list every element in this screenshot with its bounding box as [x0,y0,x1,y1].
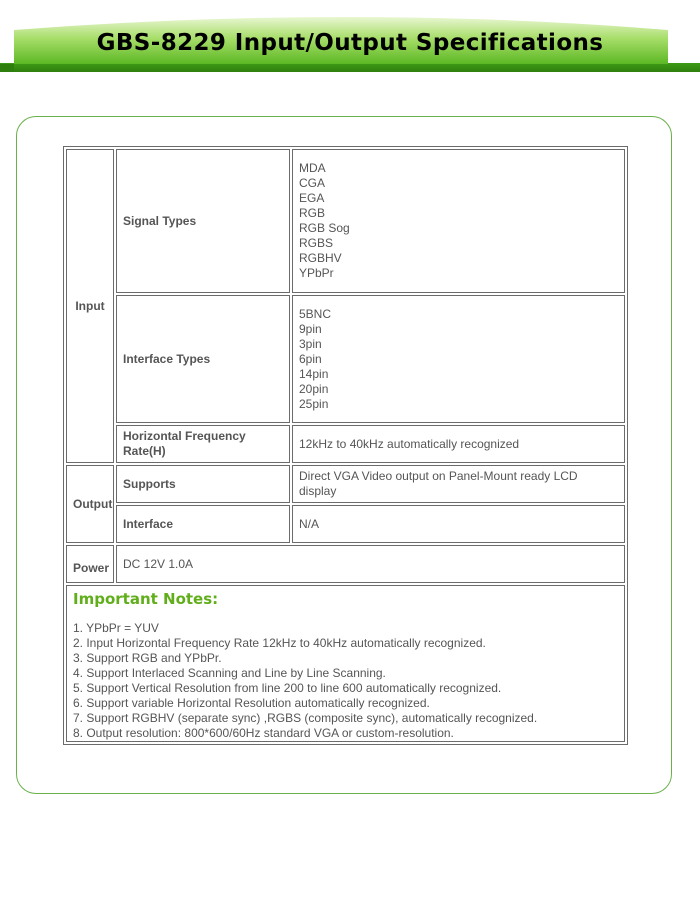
table-row [66,425,625,463]
list-item: 5. Support Vertical Resolution from line 200 to line 600 automatically recognized. [73,681,502,695]
list-item: 3. Support RGB and YPbPr. [73,651,222,665]
list-item: 9pin [299,321,322,336]
table-row [66,149,625,293]
horizontal-frequency-value: 12kHz to 40kHz automatically recognized [292,425,625,463]
interface-types-list [292,295,625,423]
supports-value: Direct VGA Video output on Panel-Mount ready LCD display [292,465,625,503]
list-item: 5BNC [299,306,332,321]
label-interface-types: Interface Types [116,295,290,423]
list-item: 14pin [299,366,329,381]
list-item: MDA [299,161,326,175]
table-row [66,295,625,423]
table-row [66,545,625,583]
category-input: Input [66,149,114,463]
list-item: RGB [299,206,326,220]
list-item: EGA [299,191,325,205]
list-item: YPbPr [299,266,334,280]
list-item: CGA [299,176,326,190]
page-title: GBS-8229 Input/Output Specifications [96,30,604,56]
list-item: 20pin [299,381,329,396]
category-power: Power [66,545,114,583]
label-interface: Interface [116,505,290,543]
list-item: 2. Input Horizontal Frequency Rate 12kHz to 40kHz automatically recognized. [73,636,486,650]
notes-cell [66,585,625,742]
category-output: Output [66,465,114,543]
label-supports: Supports [116,465,290,503]
list-item: 6. Support variable Horizontal Resolution automatically recognized. [73,696,430,710]
list-item: RGBHV [299,251,342,265]
list-item: 8. Output resolution: 800*600/60Hz standard VGA or custom-resolution. [73,726,454,740]
list-item: RGB Sog [299,221,350,235]
notes-title: Important Notes: [73,590,219,608]
list-item: 25pin [299,396,329,411]
table-row [66,465,625,503]
table-row [66,505,625,543]
label-signal-types: Signal Types [116,149,290,293]
header-banner [0,0,700,80]
list-item: 4. Support Interlaced Scanning and Line by Line Scanning. [73,666,386,680]
power-value: DC 12V 1.0A [116,545,625,583]
interface-value: N/A [292,505,625,543]
list-item: 6pin [299,351,322,366]
label-horizontal-frequency: Horizontal Frequency Rate(H) [116,425,290,463]
spec-table [63,146,628,745]
signal-types-list [292,149,625,293]
list-item: 7. Support RGBHV (separate sync) ,RGBS (composite sync), automatically recognized. [73,711,538,725]
table-row [66,585,625,742]
list-item: RGBS [299,236,334,250]
list-item: 1. YPbPr = YUV [73,621,159,635]
list-item: 3pin [299,336,322,351]
